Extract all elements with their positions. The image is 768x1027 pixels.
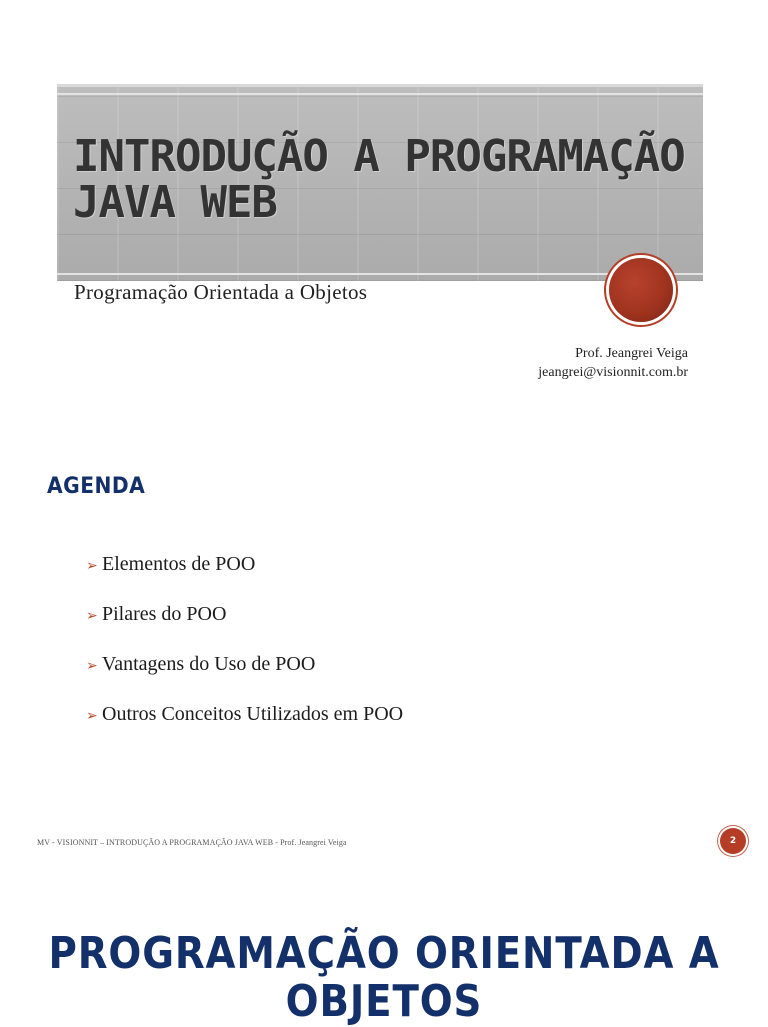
agenda-item-label: Vantagens do Uso de POO <box>102 653 316 675</box>
banner-stripe-top <box>57 93 703 95</box>
slide-footer: MV - VISIONNIT – INTRODUÇÃO A PROGRAMAÇÃO JAVA WEB - Prof. Jeangrei Veiga <box>37 838 347 847</box>
banner-stripe-bottom <box>57 273 703 275</box>
list-item <box>86 602 403 652</box>
section-title: PROGRAMAÇÃO ORIENTADA A OBJETOS <box>48 928 720 1027</box>
agenda-item-label: Pilares do POO <box>102 603 227 625</box>
main-title: INTRODUÇÃO A PROGRAMAÇÃO JAVA WEB <box>73 131 685 228</box>
arrow-bullet-icon: ➢ <box>86 708 98 724</box>
agenda-slide <box>0 440 768 870</box>
arrow-bullet-icon: ➢ <box>86 558 98 574</box>
author-email: jeangrei@visionnit.com.br <box>538 365 688 380</box>
agenda-item-label: Outros Conceitos Utilizados em POO <box>102 703 404 725</box>
arrow-bullet-icon: ➢ <box>86 658 98 674</box>
arrow-bullet-icon: ➢ <box>86 608 98 624</box>
agenda-item-label: Elementos de POO <box>102 553 256 575</box>
agenda-title: AGENDA <box>47 474 146 499</box>
decorative-circle-icon <box>609 258 673 322</box>
author-name: Prof. Jeangrei Veiga <box>575 346 688 361</box>
agenda-list <box>86 552 403 752</box>
title-slide <box>0 0 768 440</box>
author-block <box>538 344 688 382</box>
list-item <box>86 702 403 752</box>
section-slide <box>0 870 768 1027</box>
list-item <box>86 552 403 602</box>
subtitle: Programação Orientada a Objetos <box>74 280 368 304</box>
page-number-badge: 2 <box>720 828 746 854</box>
list-item <box>86 652 403 702</box>
